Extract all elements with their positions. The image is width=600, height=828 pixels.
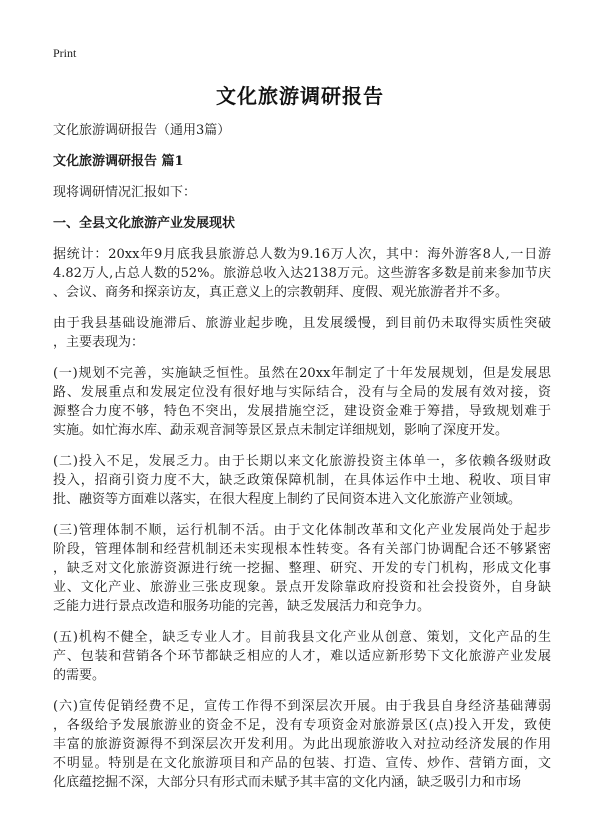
paragraph-line: 的需要。 (53, 668, 106, 683)
intro-text: 现将调研情况汇报如下： (53, 185, 197, 200)
paragraph (53, 314, 551, 352)
paragraph-line: ，各级给予发展旅游业的资金不足，没有专项资金对旅游景区(点)投入开发，致使 (53, 718, 551, 733)
section-heading: 文化旅游调研报告 篇1 (53, 154, 184, 169)
heading-current-status: 一、全县文化旅游产业发展现状 (53, 216, 236, 231)
paragraph-line: 化底蕴挖掘不深，大部分只有形式而未赋予其丰富的文化内涵，缺乏吸引力和市场 (53, 775, 522, 790)
paragraph-line: 批、融资等方面难以落实，在很大程度上制约了民间资本进入文化旅游产业领域。 (53, 492, 522, 507)
paragraph-line: 乏能力进行景点改造和服务功能的完善，缺乏发展活力和竞争力。 (53, 599, 431, 614)
paragraph-line: (三)管理体制不顺，运行机制不活。由于文化体制改革和文化产业发展尚处于起步 (53, 523, 551, 538)
paragraph (53, 628, 551, 685)
paragraph-line: 业、文化产业、旅游业三张皮现象。景点开发除靠政府投资和社会投资外，自身缺 (53, 580, 551, 595)
paragraph (53, 697, 551, 792)
paragraph-line: (二)投入不足，发展乏力。由于长期以来文化旅游投资主体单一，多依赖各级财政 (53, 454, 551, 469)
paragraph-line: 投入，招商引资力度不大，缺乏政策保障机制，在具体运作中土地、税收、项目审 (53, 473, 551, 488)
paragraph (53, 521, 551, 616)
paragraph-line: ，主要表现为： (53, 335, 145, 350)
paragraph-line: 据统计：20xx年9月底我县旅游总人数为9.16万人次，其中：海外游客8人,一日游 (53, 247, 551, 262)
paragraph-line: (五)机构不健全，缺乏专业人才。目前我县文化产业从创意、策划，文化产品的生 (53, 630, 551, 645)
document-body (53, 121, 551, 792)
paragraph-line: 实施。如忙海水库、勐汞观音洞等景区景点未制定详细规划，影响了深度开发。 (53, 423, 509, 438)
paragraph (53, 452, 551, 509)
document-title: 文化旅游调研报告 (216, 84, 384, 108)
paragraph-line: (一)规划不完善，实施缺乏恒性。虽然在20xx年制定了十年发展规划，但是发展思 (53, 366, 551, 381)
paragraph-line: 阶段，管理体制和经营机制还未实现根本性转变。各有关部门协调配合还不够紧密 (53, 542, 551, 557)
paragraph-list (53, 245, 551, 792)
paragraph-line: 源整合力度不够，特色不突出，发展措施空泛，建设资金难于筹措，导致规划难于 (53, 404, 551, 419)
paragraph-line: 4.82万人,占总人数的52%。旅游总收入达2138万元。这些游客多数是前来参加节庆 (53, 266, 551, 281)
document-subtitle: 文化旅游调研报告（通用3篇） (53, 123, 231, 138)
paragraph-line: ，缺乏对文化旅游资源进行统一挖掘、整理、研究、开发的专门机构，形成文化事 (53, 561, 551, 576)
paragraph-line: 产、包装和营销各个环节都缺乏相应的人才，难以适应新形势下文化旅游产业发展 (53, 649, 551, 664)
paragraph-line: 、会议、商务和探亲访友，真正意义上的宗教朝拜、度假、观光旅游者并不多。 (53, 285, 509, 300)
paragraph (53, 245, 551, 302)
paragraph-line: (六)宣传促销经费不足，宣传工作得不到深层次开展。由于我县自身经济基础薄弱 (53, 699, 551, 714)
paragraph-line: 路、发展重点和发展定位没有很好地与实际结合，没有与全局的发展有效对接，资 (53, 385, 551, 400)
paragraph-line: 不明显。特别是在文化旅游项目和产品的包装、打造、宣传、炒作、营销方面，文 (53, 756, 551, 771)
paragraph-line: 由于我县基础设施滞后、旅游业起步晚，且发展缓慢，到目前仍未取得实质性突破 (53, 316, 551, 331)
paragraph (53, 364, 551, 440)
paragraph-line: 丰富的旅游资源得不到深层次开发利用。为此出现旅游收入对拉动经济发展的作用 (53, 737, 551, 752)
print-label: Print (53, 46, 77, 60)
